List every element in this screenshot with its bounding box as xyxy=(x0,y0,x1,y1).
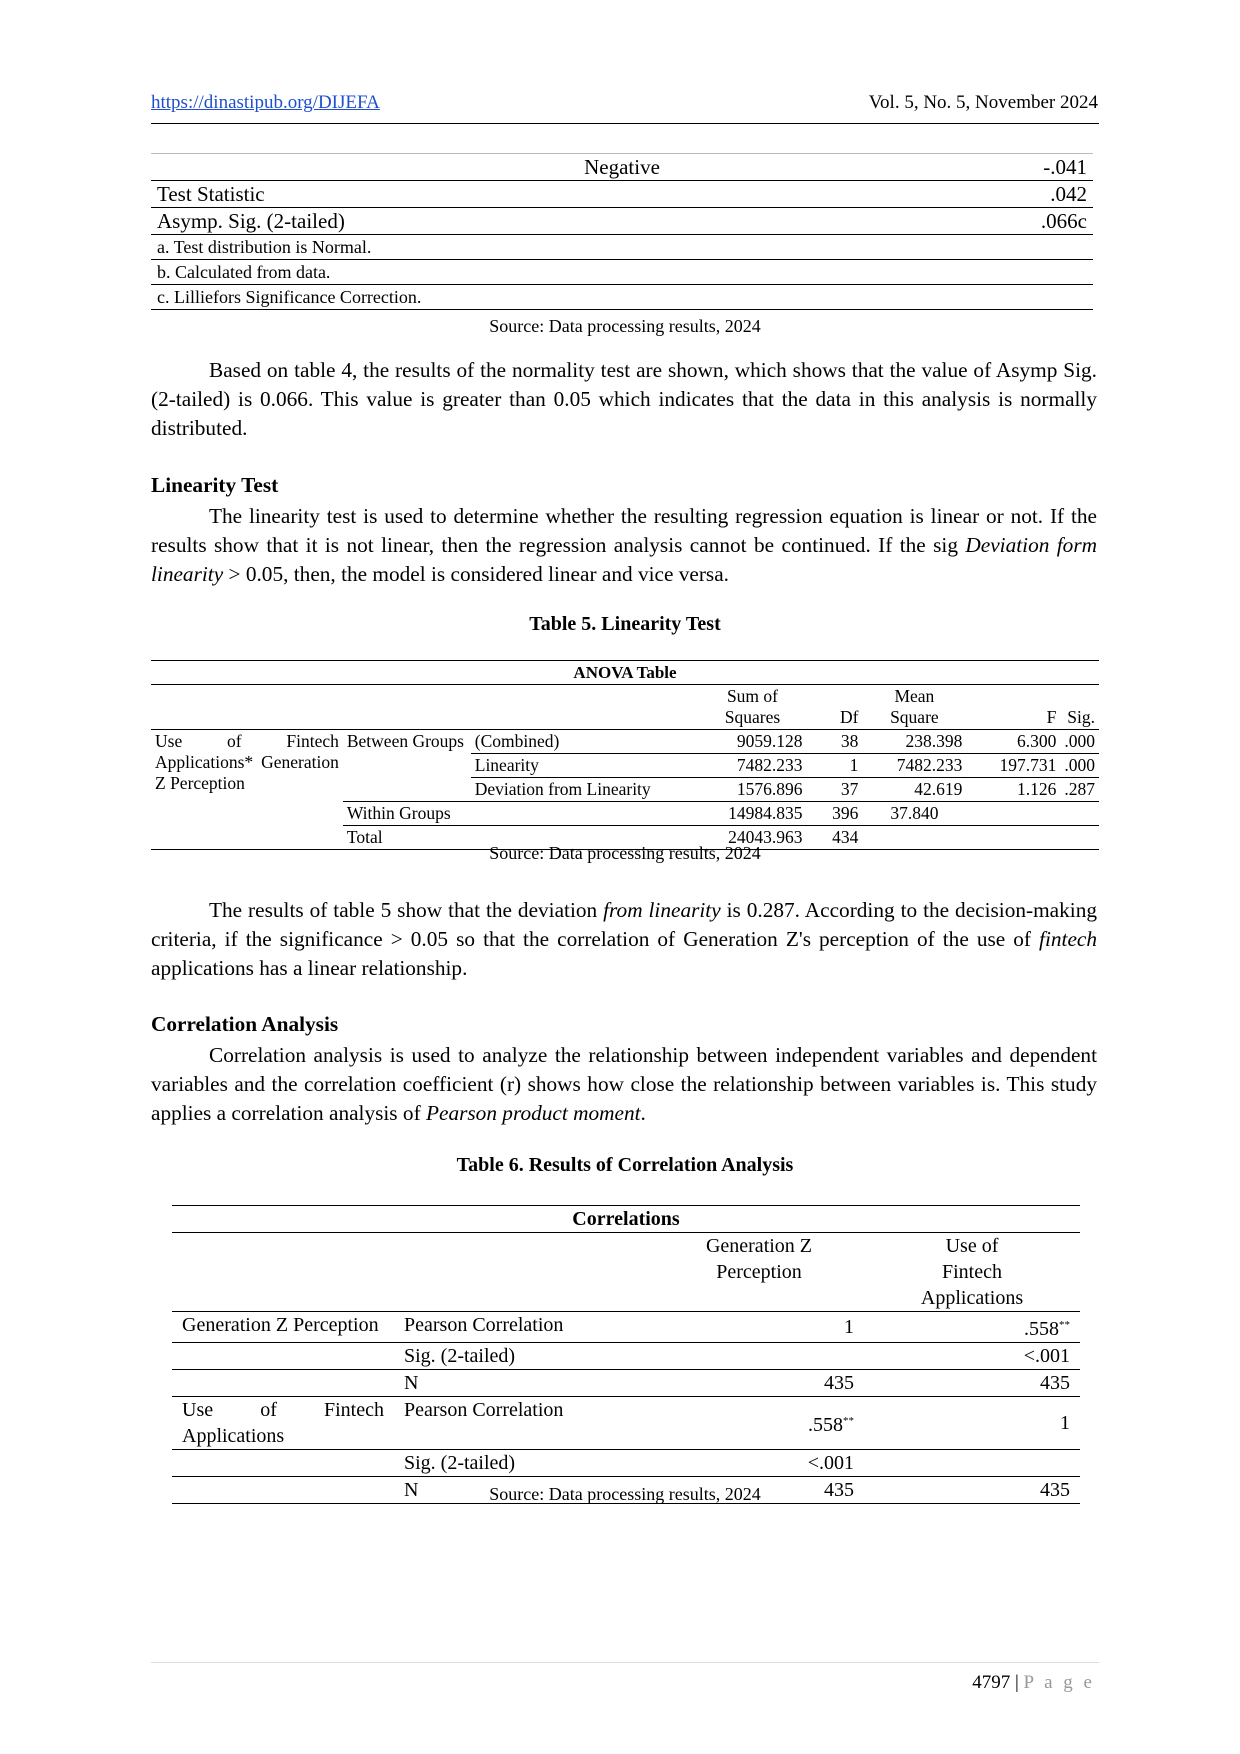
table6-caption: Table 6. Results of Correlation Analysis xyxy=(456,1154,794,1176)
paragraph-normality: Based on table 4, the results of the normality test are shown, which shows that the value of Asymp Sig. (2-tailed) is 0.066. This value is greater than 0.05 which indicates that the data in this analysis is normally distributed. xyxy=(151,358,1097,440)
paragraph-correlation: Correlation analysis is used to analyze the relationship between independent variables and dependent variables and the correlation coefficient (r) shows how close the relationship between variables is. This study applies a correlation analysis of Pearson product moment. xyxy=(151,1043,1097,1125)
table5-header-sig: Sig. xyxy=(1060,685,1099,730)
header-rule xyxy=(151,123,1099,124)
table4-note: c. Lilliefors Significance Correction. xyxy=(151,285,1093,310)
table5-source: Source: Data processing results, 2024 xyxy=(489,843,761,863)
table6-subtitle-row xyxy=(172,1206,1080,1233)
table4-source: Source: Data processing results, 2024 xyxy=(489,316,761,336)
table6-row-fintech-pearson: Use of Fintech Applications Pearson Correlation .558** 1 xyxy=(172,1397,1080,1450)
table5-header-ms: Mean Square xyxy=(862,685,966,730)
table4-note: b. Calculated from data. xyxy=(151,260,1093,285)
paragraph-linearity: The linearity test is used to determine whether the resulting regression equation is linear or not. If the results show that it is not linear, then the regression analysis cannot be continued. If the sig Deviation form linearity > 0.05, then, the model is considered linear and vice versa. xyxy=(151,504,1097,586)
table6-col-genz: Generation Z Perception xyxy=(654,1233,864,1312)
table5-subtitle: ANOVA Table xyxy=(151,661,1099,685)
table4-row-asymp-sig xyxy=(151,208,1093,235)
table5-row-combined: Use of Fintech Applications* Generation Z Perception Between Groups (Combined) 9059.128 38 238.398 6.300 .000 xyxy=(151,730,1099,754)
table4-label: Negative xyxy=(264,154,980,181)
table5-row-label: Use of Fintech Applications* Generation Z Perception xyxy=(151,730,343,850)
table6-var-fintech: Use of Fintech Applications xyxy=(172,1397,394,1450)
table4-row-test-statistic xyxy=(151,181,1093,208)
table6-source: Source: Data processing results, 2024 xyxy=(489,1484,761,1504)
table6-correlations xyxy=(172,1205,1080,1504)
footer-rule xyxy=(151,1662,1099,1663)
table6-header-row xyxy=(172,1233,1080,1312)
table4-label: Test Statistic xyxy=(151,181,980,208)
heading-correlation-analysis: Correlation Analysis xyxy=(151,1012,339,1036)
table5-header-row xyxy=(151,685,1099,730)
journal-url-link[interactable]: https://dinastipub.org/DIJEFA xyxy=(151,92,380,113)
table6-row-genz-sig: Sig. (2-tailed) <.001 xyxy=(172,1343,1080,1370)
table6-row-genz-pearson: Generation Z Perception Pearson Correlation 1 .558** xyxy=(172,1312,1080,1343)
table5-anova xyxy=(151,660,1099,850)
volume-info: Vol. 5, No. 5, November 2024 xyxy=(868,92,1098,113)
table5-row-within: Within Groups 14984.835 396 37.840 xyxy=(151,802,1099,826)
table5-header-f: F xyxy=(966,685,1060,730)
table6-row-genz-n: N 435 435 xyxy=(172,1370,1080,1397)
table5-header-df: Df xyxy=(806,685,862,730)
table6-row-fintech-n: N 435 435 xyxy=(172,1477,1080,1504)
table4-value: -.041 xyxy=(980,154,1093,181)
page-number: 4797 | P a g e xyxy=(972,1672,1095,1693)
table5-between-groups: Between Groups xyxy=(346,731,464,751)
table5-row-deviation: Deviation from Linearity 1576.896 37 42.619 1.126 .287 xyxy=(151,778,1099,802)
table4-value: .042 xyxy=(980,181,1093,208)
table6-var-genz: Generation Z Perception xyxy=(172,1312,394,1343)
table4-note: a. Test distribution is Normal. xyxy=(151,235,1093,260)
table6-row-fintech-sig: Sig. (2-tailed) <.001 xyxy=(172,1450,1080,1477)
table5-header-ss: Sum of Squares xyxy=(699,685,807,730)
table6-col-fintech: Use of Fintech Applications xyxy=(864,1233,1080,1312)
table4-label: Asymp. Sig. (2-tailed) xyxy=(151,208,980,235)
table6-subtitle: Correlations xyxy=(172,1206,1080,1233)
table5-caption: Table 5. Linearity Test xyxy=(529,613,721,635)
table4-continuation xyxy=(151,153,1093,310)
table4-value: .066c xyxy=(980,208,1093,235)
table5-row-linearity: Linearity 7482.233 1 7482.233 197.731 .000 xyxy=(151,754,1099,778)
table5-subtitle-row xyxy=(151,661,1099,685)
table4-row-negative xyxy=(151,154,1093,181)
paragraph-linearity-result: The results of table 5 show that the deviation from linearity is 0.287. According to the decision-making criteria, if the significance > 0.05 so that the correlation of Generation Z's perception of the use of fintech applications has a linear relationship. xyxy=(151,898,1097,980)
heading-linearity-test: Linearity Test xyxy=(151,473,279,497)
table5-row-total: Total 24043.963 434 xyxy=(151,826,1099,850)
